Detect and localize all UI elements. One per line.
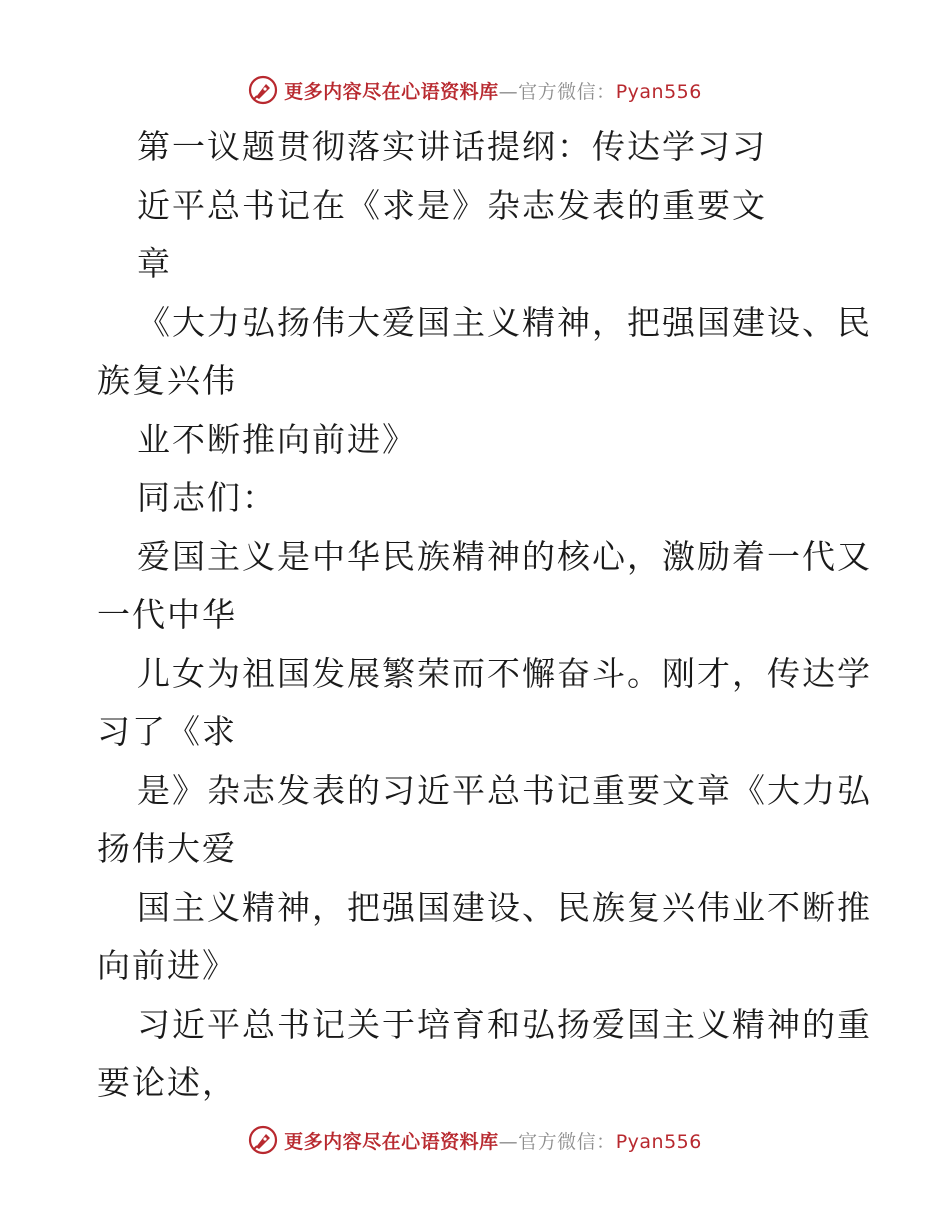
banner-wechat-id: Pyan556 [615, 80, 702, 103]
banner-site-name: 更多内容尽在心语资料库 [284, 1130, 499, 1153]
text-line: 爱国主义是中华民族精神的核心，激励着一代又 [137, 536, 872, 576]
text-line: 近平总书记在《求是》杂志发表的重要文 [137, 185, 767, 225]
banner-wechat-label: 官方微信： [518, 1130, 616, 1153]
pen-nib-logo-icon [248, 1125, 278, 1155]
text-line: 儿女为祖国发展繁荣而不懈奋斗。刚才，传达学 [137, 653, 872, 693]
pen-nib-logo-icon [248, 75, 278, 105]
banner-wechat-label: 官方微信： [518, 80, 616, 103]
banner-text [284, 77, 702, 104]
text-line: 向前进》 [97, 946, 237, 985]
text-line: 第一议题贯彻落实讲话提纲：传达学习习 [137, 127, 767, 166]
banner-separator: — [498, 1130, 519, 1153]
text-line: 族复兴伟 [97, 361, 237, 400]
text-line: 同志们： [137, 478, 277, 517]
text-line: 业不断推向前进》 [137, 419, 417, 459]
text-line: 是》杂志发表的习近平总书记重要文章《大力弘 [137, 770, 872, 810]
text-line: 要论述， [97, 1063, 237, 1102]
banner-wechat-id: Pyan556 [615, 1130, 702, 1153]
text-line: 习近平总书记关于培育和弘扬爱国主义精神的重 [137, 1004, 872, 1044]
text-line: 章 [137, 244, 172, 283]
text-line: 一代中华 [97, 595, 237, 634]
document-body [97, 118, 872, 1113]
banner-text [284, 1127, 702, 1154]
footer-watermark-banner [0, 1120, 950, 1160]
header-watermark-banner [0, 70, 950, 110]
banner-separator: — [498, 80, 519, 103]
text-line: 习了《求 [97, 712, 237, 751]
text-line: 国主义精神，把强国建设、民族复兴伟业不断推 [137, 887, 872, 927]
banner-site-name: 更多内容尽在心语资料库 [284, 80, 499, 103]
text-line: 《大力弘扬伟大爱国主义精神，把强国建设、民 [137, 302, 872, 342]
text-line: 扬伟大爱 [97, 829, 237, 868]
